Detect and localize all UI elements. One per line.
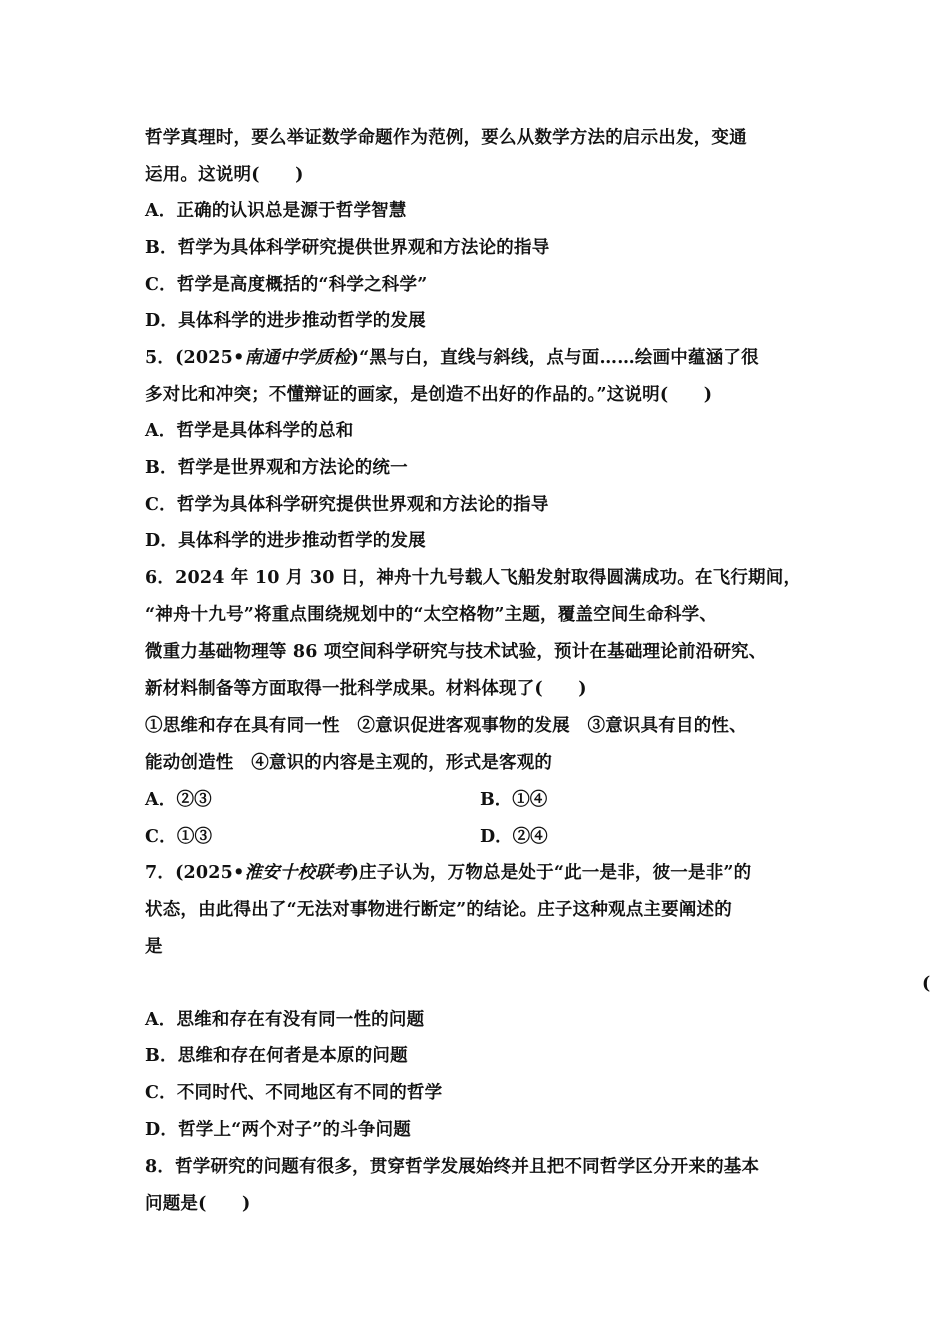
q6-stem-line-2: “神舟十九号”将重点围绕规划中的“太空格物”主题，覆盖空间生命科学、 [145, 605, 718, 625]
q6-option-d: D．②④ [480, 827, 548, 847]
q7-option-d: D．哲学上“两个对子”的斗争问题 [145, 1120, 412, 1140]
q6-option-c: C．①③ [145, 827, 213, 847]
q5-stem-text: )“黑与白，直线与斜线，点与面……绘画中蕴涵了很 [350, 348, 759, 368]
q6-statements-line-2: 能动创造性 ④意识的内容是主观的，形式是客观的 [145, 753, 553, 773]
q7-stem-line-2: 状态，由此得出了“无法对事物进行断定”的结论。庄子这种观点主要阐述的 [145, 900, 732, 920]
q7-stem-line-3: 是 [145, 937, 163, 957]
q5-option-a: A．哲学是具体科学的总和 [145, 421, 354, 441]
q6-option-a: A．②③ [145, 790, 212, 810]
q7-number: 7．(2025 [145, 863, 234, 883]
q6-option-b: B．①④ [480, 790, 548, 810]
q4-option-d: D．具体科学的进步推动哲学的发展 [145, 311, 426, 331]
q7-stem-line-1 [145, 861, 751, 885]
q5-option-c: C．哲学为具体科学研究提供世界观和方法论的指导 [145, 495, 549, 515]
q5-stem-line-1 [145, 346, 759, 370]
q4-stem-line-1: 哲学真理时，要么举证数学命题作为范例，要么从数学方法的启示出发，变通 [145, 128, 747, 148]
q4-option-c: C．哲学是高度概括的“科学之科学” [145, 275, 428, 295]
q7-option-c: C．不同时代、不同地区有不同的哲学 [145, 1083, 443, 1103]
q6-stem-line-4: 新材料制备等方面取得一批科学成果。材料体现了( ) [145, 679, 587, 699]
q8-stem-line-2: 问题是( ) [145, 1194, 251, 1214]
q7-answer-paren: ( [922, 974, 931, 994]
q6-stem-line-3: 微重力基础物理等 86 项空间科学研究与技术试验，预计在基础理论前沿研究、 [145, 642, 767, 662]
q4-option-a: A．正确的认识总是源于哲学智慧 [145, 201, 407, 221]
q7-stem-text: )庄子认为，万物总是处于“此一是非，彼一是非”的 [350, 863, 752, 883]
q5-option-d: D．具体科学的进步推动哲学的发展 [145, 531, 426, 551]
q7-option-a: A．思维和存在有没有同一性的问题 [145, 1010, 425, 1030]
q5-stem-line-2: 多对比和冲突；不懂辩证的画家，是创造不出好的作品的。”这说明( ) [145, 385, 713, 405]
q6-stem-line-1: 6．2024 年 10 月 30 日，神舟十九号载人飞船发射取得圆满成功。在飞行期间， [145, 568, 802, 588]
q4-option-b: B．哲学为具体科学研究提供世界观和方法论的指导 [145, 238, 550, 258]
q7-source: •淮安十校联考 [233, 863, 351, 883]
q4-stem-line-2: 运用。这说明( ) [145, 165, 304, 185]
q6-statements-line-1: ①思维和存在具有同一性 ②意识促进客观事物的发展 ③意识具有目的性、 [145, 716, 747, 736]
q5-source: •南通中学质检 [233, 348, 351, 368]
q8-stem-line-1: 8．哲学研究的问题有很多，贯穿哲学发展始终并且把不同哲学区分开来的基本 [145, 1157, 760, 1177]
q5-number: 5．(2025 [145, 348, 234, 368]
q7-option-b: B．思维和存在何者是本原的问题 [145, 1046, 408, 1066]
q5-option-b: B．哲学是世界观和方法论的统一 [145, 458, 408, 478]
